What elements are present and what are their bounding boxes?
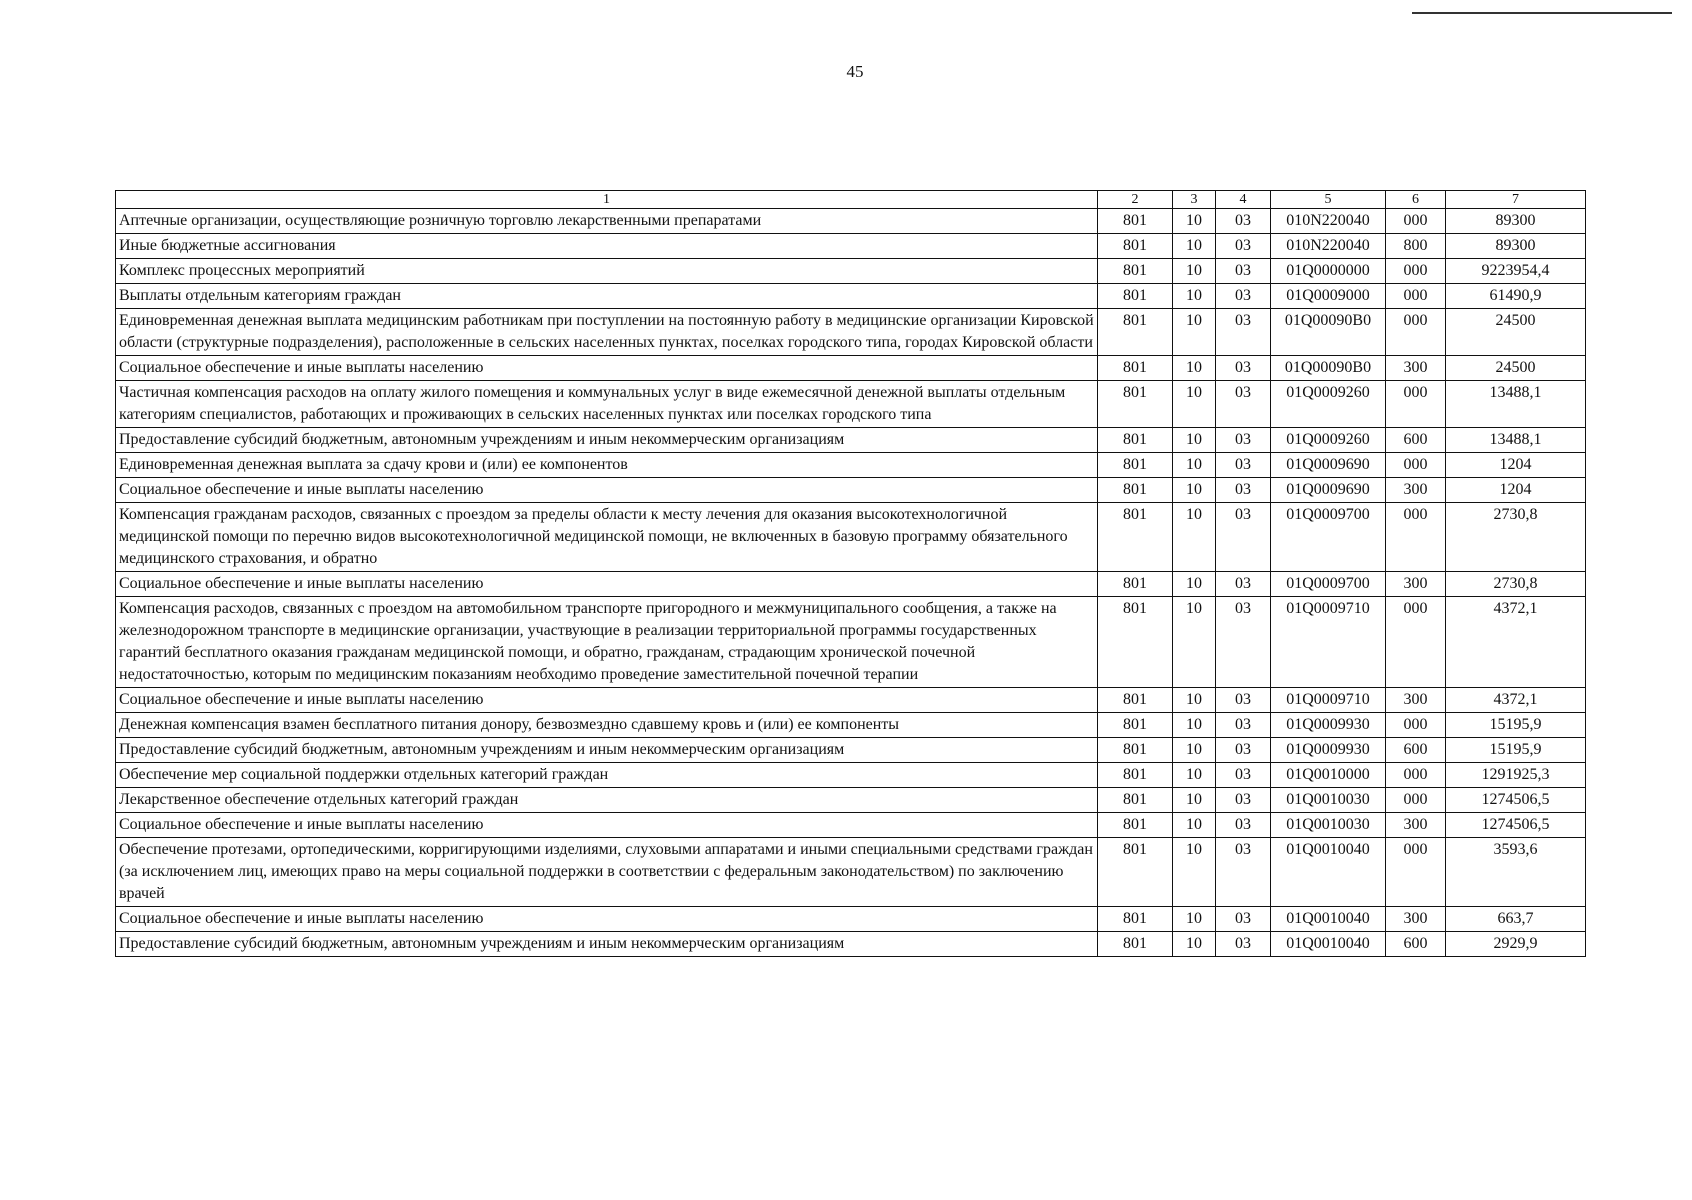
- subsection-cell: 03: [1216, 932, 1271, 957]
- table-row: [116, 838, 1586, 907]
- amount-cell: 2730,8: [1446, 503, 1586, 572]
- expense-type-cell: 300: [1386, 356, 1446, 381]
- section-cell: 10: [1173, 597, 1216, 688]
- section-cell: 10: [1173, 234, 1216, 259]
- target-article-cell: 01Q0010040: [1271, 932, 1386, 957]
- header-cell: 1: [116, 191, 1098, 209]
- top-border-line: [1412, 12, 1672, 14]
- target-article-cell: 01Q0010000: [1271, 763, 1386, 788]
- section-cell: 10: [1173, 309, 1216, 356]
- table-row: [116, 234, 1586, 259]
- header-cell: 3: [1173, 191, 1216, 209]
- section-cell: 10: [1173, 284, 1216, 309]
- row-name-cell: Социальное обеспечение и иные выплаты населению: [116, 688, 1098, 713]
- subsection-cell: 03: [1216, 356, 1271, 381]
- amount-cell: 1274506,5: [1446, 813, 1586, 838]
- table-row: [116, 932, 1586, 957]
- amount-cell: 24500: [1446, 356, 1586, 381]
- target-article-cell: 01Q0000000: [1271, 259, 1386, 284]
- row-name-cell: Компенсация гражданам расходов, связанных с проездом за пределы области к месту лечения для оказания высокотехнологичной медицинской помощи по перечню видов высокотехнологичной медицинской помощи, не включенных в базовую программу обязательного медицинского страхования, и обратно: [116, 503, 1098, 572]
- subsection-cell: 03: [1216, 907, 1271, 932]
- target-article-cell: 01Q00090B0: [1271, 356, 1386, 381]
- expense-type-cell: 000: [1386, 209, 1446, 234]
- row-name-cell: Социальное обеспечение и иные выплаты населению: [116, 813, 1098, 838]
- amount-cell: 13488,1: [1446, 381, 1586, 428]
- row-name-cell: Лекарственное обеспечение отдельных категорий граждан: [116, 788, 1098, 813]
- table-row: [116, 688, 1586, 713]
- code-cell: 801: [1098, 503, 1173, 572]
- subsection-cell: 03: [1216, 259, 1271, 284]
- amount-cell: 2929,9: [1446, 932, 1586, 957]
- section-cell: 10: [1173, 713, 1216, 738]
- section-cell: 10: [1173, 209, 1216, 234]
- code-cell: 801: [1098, 688, 1173, 713]
- table-row: [116, 503, 1586, 572]
- expense-type-cell: 800: [1386, 234, 1446, 259]
- target-article-cell: 01Q0009710: [1271, 688, 1386, 713]
- target-article-cell: 01Q0009260: [1271, 428, 1386, 453]
- code-cell: 801: [1098, 788, 1173, 813]
- subsection-cell: 03: [1216, 763, 1271, 788]
- expense-type-cell: 000: [1386, 763, 1446, 788]
- amount-cell: 1204: [1446, 478, 1586, 503]
- row-name-cell: Частичная компенсация расходов на оплату жилого помещения и коммунальных услуг в виде ежемесячной денежной выплаты отдельным категориям специалистов, работающих и проживающих в сельских населенных пунктах или поселках городского типа: [116, 381, 1098, 428]
- target-article-cell: 01Q0010040: [1271, 838, 1386, 907]
- target-article-cell: 01Q0010040: [1271, 907, 1386, 932]
- subsection-cell: 03: [1216, 478, 1271, 503]
- expense-type-cell: 000: [1386, 259, 1446, 284]
- target-article-cell: 01Q0010030: [1271, 788, 1386, 813]
- amount-cell: 1291925,3: [1446, 763, 1586, 788]
- amount-cell: 13488,1: [1446, 428, 1586, 453]
- code-cell: 801: [1098, 907, 1173, 932]
- row-name-cell: Денежная компенсация взамен бесплатного питания донору, безвозмездно сдавшему кровь и (или) ее компоненты: [116, 713, 1098, 738]
- amount-cell: 15195,9: [1446, 713, 1586, 738]
- subsection-cell: 03: [1216, 234, 1271, 259]
- code-cell: 801: [1098, 209, 1173, 234]
- code-cell: 801: [1098, 309, 1173, 356]
- target-article-cell: 01Q0009930: [1271, 713, 1386, 738]
- code-cell: 801: [1098, 478, 1173, 503]
- subsection-cell: 03: [1216, 813, 1271, 838]
- code-cell: 801: [1098, 428, 1173, 453]
- budget-table: [115, 190, 1586, 957]
- code-cell: 801: [1098, 572, 1173, 597]
- code-cell: 801: [1098, 763, 1173, 788]
- section-cell: 10: [1173, 259, 1216, 284]
- code-cell: 801: [1098, 234, 1173, 259]
- subsection-cell: 03: [1216, 284, 1271, 309]
- section-cell: 10: [1173, 503, 1216, 572]
- table-row: [116, 356, 1586, 381]
- header-cell: 5: [1271, 191, 1386, 209]
- row-name-cell: Обеспечение мер социальной поддержки отдельных категорий граждан: [116, 763, 1098, 788]
- expense-type-cell: 000: [1386, 381, 1446, 428]
- section-cell: 10: [1173, 428, 1216, 453]
- code-cell: 801: [1098, 381, 1173, 428]
- expense-type-cell: 600: [1386, 738, 1446, 763]
- target-article-cell: 01Q00090B0: [1271, 309, 1386, 356]
- code-cell: 801: [1098, 259, 1173, 284]
- target-article-cell: 01Q0009700: [1271, 572, 1386, 597]
- row-name-cell: Иные бюджетные ассигнования: [116, 234, 1098, 259]
- expense-type-cell: 000: [1386, 788, 1446, 813]
- row-name-cell: Социальное обеспечение и иные выплаты населению: [116, 478, 1098, 503]
- subsection-cell: 03: [1216, 688, 1271, 713]
- section-cell: 10: [1173, 907, 1216, 932]
- table-row: [116, 788, 1586, 813]
- amount-cell: 1274506,5: [1446, 788, 1586, 813]
- amount-cell: 4372,1: [1446, 688, 1586, 713]
- code-cell: 801: [1098, 713, 1173, 738]
- code-cell: 801: [1098, 738, 1173, 763]
- amount-cell: 89300: [1446, 209, 1586, 234]
- subsection-cell: 03: [1216, 309, 1271, 356]
- expense-type-cell: 000: [1386, 284, 1446, 309]
- table-row: [116, 907, 1586, 932]
- target-article-cell: 01Q0009260: [1271, 381, 1386, 428]
- expense-type-cell: 000: [1386, 597, 1446, 688]
- row-name-cell: Аптечные организации, осуществляющие розничную торговлю лекарственными препаратами: [116, 209, 1098, 234]
- table-row: [116, 284, 1586, 309]
- header-cell: 7: [1446, 191, 1586, 209]
- subsection-cell: 03: [1216, 572, 1271, 597]
- expense-type-cell: 300: [1386, 907, 1446, 932]
- subsection-cell: 03: [1216, 788, 1271, 813]
- header-cell: 6: [1386, 191, 1446, 209]
- row-name-cell: Социальное обеспечение и иные выплаты населению: [116, 907, 1098, 932]
- expense-type-cell: 300: [1386, 688, 1446, 713]
- section-cell: 10: [1173, 688, 1216, 713]
- target-article-cell: 01Q0009700: [1271, 503, 1386, 572]
- amount-cell: 61490,9: [1446, 284, 1586, 309]
- subsection-cell: 03: [1216, 738, 1271, 763]
- page-number: 45: [846, 62, 864, 81]
- table-row: [116, 713, 1586, 738]
- target-article-cell: 010N220040: [1271, 234, 1386, 259]
- target-article-cell: 01Q0010030: [1271, 813, 1386, 838]
- row-name-cell: Выплаты отдельным категориям граждан: [116, 284, 1098, 309]
- row-name-cell: Единовременная денежная выплата медицинским работникам при поступлении на постоянную работу в медицинские организации Кировской области (структурные подразделения), расположенные в сельских населенных пунктах, поселках городского типа, городах Кировской области: [116, 309, 1098, 356]
- row-name-cell: Комплекс процессных мероприятий: [116, 259, 1098, 284]
- subsection-cell: 03: [1216, 713, 1271, 738]
- amount-cell: 9223954,4: [1446, 259, 1586, 284]
- row-name-cell: Обеспечение протезами, ортопедическими, корригирующими изделиями, слуховыми аппаратами и иными специальными средствами граждан (за исключением лиц, имеющих право на меры социальной поддержки в соответствии с федеральным законодательством) по заключению врачей: [116, 838, 1098, 907]
- target-article-cell: 01Q0009690: [1271, 453, 1386, 478]
- expense-type-cell: 000: [1386, 503, 1446, 572]
- code-cell: 801: [1098, 813, 1173, 838]
- table-row: [116, 381, 1586, 428]
- subsection-cell: 03: [1216, 453, 1271, 478]
- table-row: [116, 428, 1586, 453]
- table-row: [116, 813, 1586, 838]
- expense-type-cell: 300: [1386, 813, 1446, 838]
- target-article-cell: 01Q0009930: [1271, 738, 1386, 763]
- row-name-cell: Единовременная денежная выплата за сдачу крови и (или) ее компонентов: [116, 453, 1098, 478]
- code-cell: 801: [1098, 356, 1173, 381]
- table-row: [116, 478, 1586, 503]
- section-cell: 10: [1173, 763, 1216, 788]
- table-row: [116, 597, 1586, 688]
- expense-type-cell: 300: [1386, 478, 1446, 503]
- row-name-cell: Предоставление субсидий бюджетным, автономным учреждениям и иным некоммерческим организациям: [116, 738, 1098, 763]
- section-cell: 10: [1173, 838, 1216, 907]
- target-article-cell: 010N220040: [1271, 209, 1386, 234]
- amount-cell: 1204: [1446, 453, 1586, 478]
- subsection-cell: 03: [1216, 381, 1271, 428]
- subsection-cell: 03: [1216, 503, 1271, 572]
- table-header-row: [116, 191, 1586, 209]
- header-cell: 2: [1098, 191, 1173, 209]
- code-cell: 801: [1098, 932, 1173, 957]
- table-row: [116, 259, 1586, 284]
- section-cell: 10: [1173, 813, 1216, 838]
- section-cell: 10: [1173, 356, 1216, 381]
- target-article-cell: 01Q0009710: [1271, 597, 1386, 688]
- row-name-cell: Предоставление субсидий бюджетным, автономным учреждениям и иным некоммерческим организациям: [116, 932, 1098, 957]
- subsection-cell: 03: [1216, 209, 1271, 234]
- amount-cell: 2730,8: [1446, 572, 1586, 597]
- amount-cell: 4372,1: [1446, 597, 1586, 688]
- section-cell: 10: [1173, 788, 1216, 813]
- section-cell: 10: [1173, 478, 1216, 503]
- target-article-cell: 01Q0009000: [1271, 284, 1386, 309]
- code-cell: 801: [1098, 838, 1173, 907]
- subsection-cell: 03: [1216, 838, 1271, 907]
- table-row: [116, 763, 1586, 788]
- section-cell: 10: [1173, 453, 1216, 478]
- header-cell: 4: [1216, 191, 1271, 209]
- expense-type-cell: 000: [1386, 713, 1446, 738]
- expense-type-cell: 000: [1386, 838, 1446, 907]
- code-cell: 801: [1098, 284, 1173, 309]
- section-cell: 10: [1173, 932, 1216, 957]
- amount-cell: 89300: [1446, 234, 1586, 259]
- code-cell: 801: [1098, 453, 1173, 478]
- table-row: [116, 453, 1586, 478]
- amount-cell: 3593,6: [1446, 838, 1586, 907]
- amount-cell: 15195,9: [1446, 738, 1586, 763]
- table-row: [116, 738, 1586, 763]
- code-cell: 801: [1098, 597, 1173, 688]
- expense-type-cell: 000: [1386, 309, 1446, 356]
- row-name-cell: Социальное обеспечение и иные выплаты населению: [116, 572, 1098, 597]
- subsection-cell: 03: [1216, 428, 1271, 453]
- expense-type-cell: 300: [1386, 572, 1446, 597]
- table-row: [116, 309, 1586, 356]
- expense-type-cell: 600: [1386, 428, 1446, 453]
- amount-cell: 24500: [1446, 309, 1586, 356]
- expense-type-cell: 000: [1386, 453, 1446, 478]
- row-name-cell: Предоставление субсидий бюджетным, автономным учреждениям и иным некоммерческим организациям: [116, 428, 1098, 453]
- subsection-cell: 03: [1216, 597, 1271, 688]
- table-row: [116, 572, 1586, 597]
- section-cell: 10: [1173, 738, 1216, 763]
- row-name-cell: Социальное обеспечение и иные выплаты населению: [116, 356, 1098, 381]
- table-row: [116, 209, 1586, 234]
- section-cell: 10: [1173, 572, 1216, 597]
- expense-type-cell: 600: [1386, 932, 1446, 957]
- section-cell: 10: [1173, 381, 1216, 428]
- target-article-cell: 01Q0009690: [1271, 478, 1386, 503]
- amount-cell: 663,7: [1446, 907, 1586, 932]
- row-name-cell: Компенсация расходов, связанных с проездом на автомобильном транспорте пригородного и межмуниципального сообщения, а также на железнодорожном транспорте в медицинские организации, участвующие в реализации территориальной программы государственных гарантий бесплатного оказания гражданам медицинской помощи, и обратно, гражданам, страдающим хронической почечной недостаточностью, которым по медицинским показаниям необходимо проведение заместительной почечной терапии: [116, 597, 1098, 688]
